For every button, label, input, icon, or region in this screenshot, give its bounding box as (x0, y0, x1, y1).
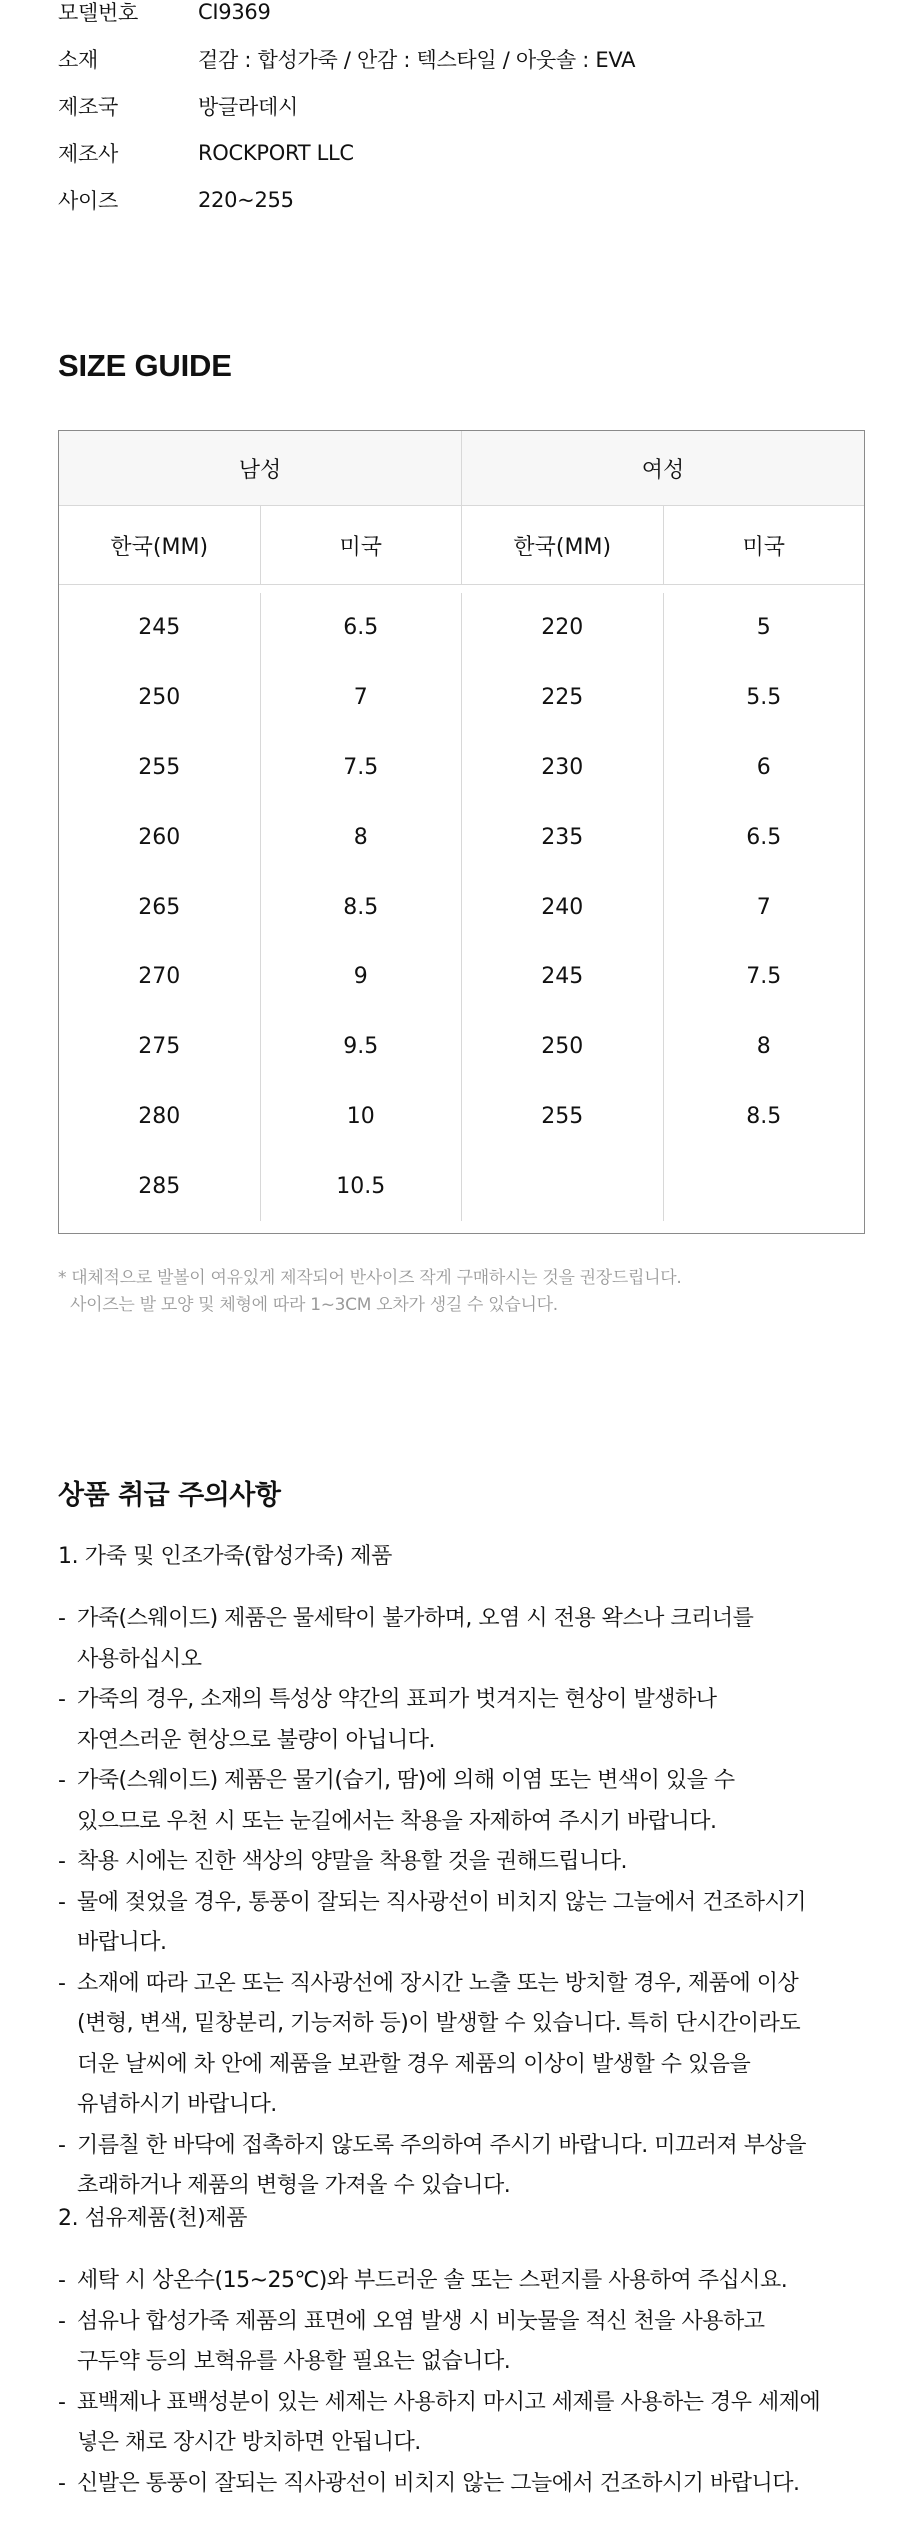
size-table-cell: 10 (260, 1082, 462, 1152)
column-header: 미국 (260, 506, 462, 584)
care-item: - 표백제나 표백성분이 있는 세제는 사용하지 마시고 세제를 사용하는 경우 세제에 넣은 채로 장시간 방치하면 안됩니다. (58, 2383, 888, 2464)
size-guide-table (58, 430, 865, 1234)
size-table-cell: 285 (138, 1173, 181, 1199)
info-row-size (58, 176, 878, 223)
size-table-cell: 7 (260, 663, 462, 733)
size-table-cell: 8 (663, 1012, 865, 1082)
size-table-row (59, 593, 864, 663)
size-table-cell: 6 (663, 733, 865, 803)
size-table-row (59, 802, 864, 872)
care-item: - 신발은 통풍이 잘되는 직사광선이 비치지 않는 그늘에서 건조하시기 바랍니다. (58, 2464, 888, 2505)
size-table-row (59, 1151, 864, 1221)
size-table-cell (663, 1151, 865, 1221)
size-table-cell: 250 (138, 685, 181, 711)
column-header: 한국(MM) (110, 534, 209, 560)
size-table-cell: 265 (138, 894, 181, 920)
care-item: - 세탁 시 상온수(15~25℃)와 부드러운 솔 또는 스펀지를 사용하여 주십시요. (58, 2261, 888, 2302)
care-title: 상품 취급 주의사항 (58, 1480, 281, 1511)
product-info-table (58, 0, 878, 223)
size-table-cell: 8.5 (663, 1082, 865, 1152)
group-header-women: 여성 (461, 431, 864, 505)
care-section-heading: 1. 가죽 및 인조가죽(합성가죽) 제품 (58, 1544, 393, 1569)
info-row-material (58, 35, 878, 82)
size-table-cell: 240 (461, 872, 663, 942)
size-table-cell: 220 (461, 593, 663, 663)
info-value: ROCKPORT LLC (198, 140, 354, 165)
size-table-cell: 250 (461, 1012, 663, 1082)
info-row-model (58, 0, 878, 35)
care-item: - 가죽(스웨이드) 제품은 물기(습기, 땀)에 의해 이염 또는 변색이 있을 수 있으므로 우천 시 또는 눈길에서는 착용을 자제하여 주시기 바랍니다. (58, 1761, 888, 1842)
info-value: 220~255 (198, 187, 294, 212)
care-item: - 기름칠 한 바닥에 접촉하지 않도록 주의하여 주시기 바랍니다. 미끄러져 부상을 초래하거나 제품의 변형을 가져올 수 있습니다. (58, 2126, 888, 2207)
size-table-body (59, 585, 864, 1233)
size-guide-title: SIZE GUIDE (58, 348, 232, 383)
care-item: - 가죽의 경우, 소재의 특성상 약간의 표피가 벗겨지는 현상이 발생하나 자연스러운 현상으로 불량이 아닙니다. (58, 1680, 888, 1761)
info-label: 제조사 (58, 141, 118, 166)
size-table-cell: 280 (138, 1103, 181, 1129)
column-header: 한국(MM) (461, 506, 663, 584)
care-section-leather (58, 1537, 888, 2207)
care-item: - 가죽(스웨이드) 제품은 물세탁이 불가하며, 오염 시 전용 왁스나 크리너를 사용하십시오 (58, 1599, 888, 1680)
size-table-cell: 6.5 (663, 802, 865, 872)
size-table-group-header (59, 431, 864, 506)
info-value: 겉감 : 합성가죽 / 안감 : 텍스타일 / 아웃솔 : EVA (198, 47, 636, 72)
care-item: - 소재에 따라 고온 또는 직사광선에 장시간 노출 또는 방치할 경우, 제품에 이상 (변형, 변색, 밑창분리, 기능저하 등)이 발생할 수 있습니다. 특히 단시간이라도 더운 날씨에 차 안에 제품을 보관할 경우 제품의 이상이 발생할 수 있음을 유념하시기 바랍니다. (58, 1964, 888, 2126)
size-table-cell: 8 (260, 802, 462, 872)
size-table-cell: 230 (461, 733, 663, 803)
care-section-fabric (58, 2199, 888, 2504)
size-table-cell: 245 (461, 942, 663, 1012)
column-header: 미국 (663, 506, 865, 584)
size-table-cell: 5 (663, 593, 865, 663)
size-note-line: 사이즈는 발 모양 및 체형에 따라 1~3CM 오차가 생길 수 있습니다. (70, 1295, 558, 1315)
care-item: - 섬유나 합성가죽 제품의 표면에 오염 발생 시 비눗물을 적신 천을 사용하고 구두약 등의 보혁유를 사용할 필요는 없습니다. (58, 2302, 888, 2383)
size-table-row (59, 1012, 864, 1082)
size-table-cell: 275 (138, 1034, 181, 1060)
info-label: 사이즈 (58, 188, 118, 213)
size-table-cell: 255 (461, 1082, 663, 1152)
size-note-line: * 대체적으로 발볼이 여유있게 제작되어 반사이즈 작게 구매하시는 것을 권장드립니다. (58, 1268, 682, 1288)
size-table-cell: 7.5 (663, 942, 865, 1012)
size-table-cell: 8.5 (260, 872, 462, 942)
info-row-country (58, 82, 878, 129)
info-value: 방글라데시 (198, 94, 298, 119)
size-table-row (59, 942, 864, 1012)
size-table-cell: 7 (663, 872, 865, 942)
size-table-cell (461, 1151, 663, 1221)
care-section-heading: 2. 섬유제품(천)제품 (58, 2206, 248, 2231)
group-header-men: 남성 (238, 457, 282, 483)
size-table-cell: 225 (461, 663, 663, 733)
size-table-column-header (59, 506, 864, 585)
size-table-row (59, 733, 864, 803)
size-table-cell: 260 (138, 824, 181, 850)
care-list (58, 1599, 888, 2207)
info-row-manufacturer (58, 129, 878, 176)
size-table-cell: 9 (260, 942, 462, 1012)
size-table-cell: 255 (138, 754, 181, 780)
care-item: - 물에 젖었을 경우, 통풍이 잘되는 직사광선이 비치지 않는 그늘에서 건조하시기 바랍니다. (58, 1883, 888, 1964)
size-table-cell: 245 (138, 615, 181, 641)
info-label: 제조국 (58, 94, 118, 119)
info-label: 소재 (58, 47, 98, 72)
size-table-row (59, 1082, 864, 1152)
size-table-row (59, 872, 864, 942)
care-item: - 착용 시에는 진한 색상의 양말을 착용할 것을 권해드립니다. (58, 1842, 888, 1883)
care-list (58, 2261, 888, 2504)
size-table-cell: 10.5 (260, 1151, 462, 1221)
size-table-cell: 9.5 (260, 1012, 462, 1082)
size-table-row (59, 663, 864, 733)
size-table-cell: 270 (138, 964, 181, 990)
info-value: CI9369 (198, 0, 271, 24)
size-table-cell: 235 (461, 802, 663, 872)
size-table-cell: 6.5 (260, 593, 462, 663)
size-table-cell: 5.5 (663, 663, 865, 733)
size-guide-notes (58, 1265, 682, 1319)
info-label: 모델번호 (58, 0, 138, 25)
size-table-cell: 7.5 (260, 733, 462, 803)
